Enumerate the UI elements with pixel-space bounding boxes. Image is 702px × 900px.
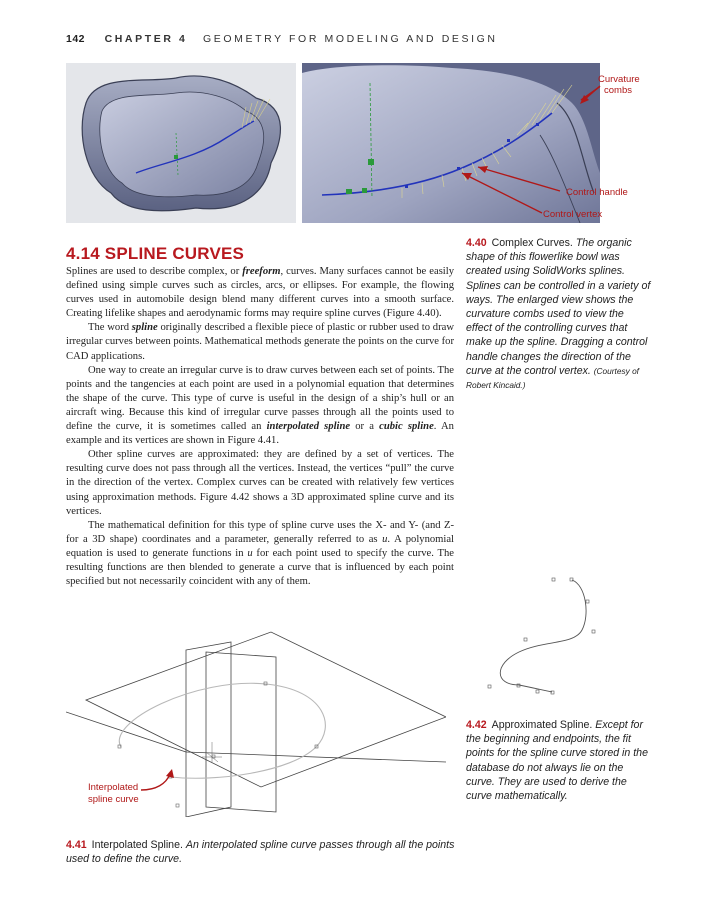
caption-figure-4-40 bbox=[466, 236, 652, 392]
section-heading: 4.14 SPLINE CURVES bbox=[66, 244, 245, 263]
approximated-spline-svg bbox=[464, 570, 634, 710]
callout-control-handle: Control handle bbox=[566, 187, 628, 198]
paragraph-4 bbox=[66, 448, 454, 518]
chapter-title: GEOMETRY FOR MODELING AND DESIGN bbox=[203, 33, 498, 45]
chapter-label: CHAPTER 4 bbox=[104, 33, 188, 45]
text-run: The word bbox=[88, 322, 132, 334]
term-freeform: freeform bbox=[242, 266, 281, 277]
figure-number: 4.41 bbox=[66, 839, 87, 851]
figure-title: Approximated Spline. bbox=[491, 719, 593, 731]
page-number: 142 bbox=[66, 33, 86, 45]
callout-curvature-combs bbox=[598, 74, 640, 96]
callout-interpolated-line2: spline curve bbox=[88, 794, 139, 805]
paragraph-2 bbox=[66, 321, 454, 363]
paragraph-5 bbox=[66, 519, 454, 589]
text-run: originally described a flexible piece of plastic or rubber used to draw irregular curves between points. Mathematical methods generate the points on the curve for CAD applications. bbox=[66, 322, 455, 362]
figure-title: Interpolated Spline. bbox=[91, 839, 183, 851]
callout-interpolated-spline bbox=[88, 782, 139, 806]
text-run: The mathematical definition for this type of spline curve uses the X- and Y- (and Z- for a 3D shape) coordinates and a parameter, generally referred to as bbox=[66, 519, 454, 545]
text-run: . An example and its vertices are shown in Figure 4.41. bbox=[66, 421, 454, 447]
text-run: One way to create an irregular curve is to draw curves between each set of points. The points and the tangencies at each point are used in a polynomial equation that determines the shape of the curve. This type of curve is useful in the design of a ship’s hull or an aircraft wing. Because this kind of irregular curve passes through all the points used to define the curve, it is sometimes called an bbox=[66, 364, 454, 433]
term-spline: spline bbox=[131, 322, 158, 334]
callout-interpolated-line1: Interpolated bbox=[88, 782, 139, 793]
figure-number: 4.42 bbox=[466, 719, 487, 731]
arrow-curvature-combs bbox=[578, 84, 602, 106]
term-u: u bbox=[247, 547, 253, 559]
bowl-photo-overview bbox=[66, 63, 296, 223]
caption-figure-4-41 bbox=[66, 838, 456, 866]
callout-curvature-combs-line2: combs bbox=[604, 85, 632, 96]
text-run: for each point used to specify the curve. The resulting functions are then blended to generate a curve that is influenced by each point specified but not necessarily coincident with any of them. bbox=[66, 547, 454, 588]
term-cubic-spline: cubic spline bbox=[379, 421, 434, 433]
figure-number: 4.40 bbox=[466, 237, 487, 249]
figure-credit: (Courtesy of Robert Kincaid.) bbox=[466, 365, 639, 391]
text-run: or a bbox=[350, 421, 380, 433]
term-interpolated-spline: interpolated spline bbox=[266, 421, 351, 433]
figure-caption-text: Except for the beginning and endpoints, the fit points for the spline curve stored in the database do not always lie on the curve. They are used to derive the curve mathematically. bbox=[466, 719, 648, 803]
text-run: , curves. Many surfaces cannot be easily defined using simple curves such as circles, arcs, or ellipses. For example, the flowing curves used in automobile design blend many different curves into a smooth surface. Creating lifelike shapes and aerodynamic forms may require spline curves (Figure 4.40). bbox=[66, 266, 454, 320]
bowl-overview-drawing bbox=[66, 63, 296, 223]
text-run: Splines are used to describe complex, or bbox=[66, 266, 243, 277]
bowl-enlarged-drawing bbox=[302, 63, 603, 223]
figure-4-42-drawing bbox=[464, 570, 634, 710]
figure-caption-text: The organic shape of this flowerlike bowl was created using SolidWorks splines. Splines can be controlled in a variety of ways. The enlarged view shows the curvature combs used to view the effect of the controlling curves that make up the spline. Dragging a control handle changes the direction of the curve at the control vertex. bbox=[466, 237, 651, 377]
section-body bbox=[66, 265, 454, 589]
text-run: . A polynomial equation is used to generate functions in bbox=[66, 533, 454, 559]
paragraph-3 bbox=[66, 364, 454, 449]
running-header bbox=[66, 33, 498, 45]
bowl-photo-enlarged bbox=[302, 63, 603, 223]
caption-figure-4-42 bbox=[466, 718, 652, 803]
figure-title: Complex Curves. bbox=[491, 237, 573, 249]
text-run: Other spline curves are approximated: they are defined by a set of vertices. The resulting curve does not pass through all the vertices. Instead, the vertices “pull” the curve in the direction of the vertex. Complex curves can be created with relatively few vertices using approximation methods. Figure 4.42 shows a 3D approximated spline curve and its vertices. bbox=[66, 449, 454, 517]
callout-control-vertex: Control vertex bbox=[543, 209, 603, 220]
figure-caption-text: An interpolated spline curve passes through all the points used to define the curve. bbox=[66, 839, 455, 866]
callout-curvature-combs-line1: Curvature bbox=[598, 74, 640, 85]
paragraph-1 bbox=[66, 265, 454, 321]
term-u: u bbox=[382, 533, 388, 545]
